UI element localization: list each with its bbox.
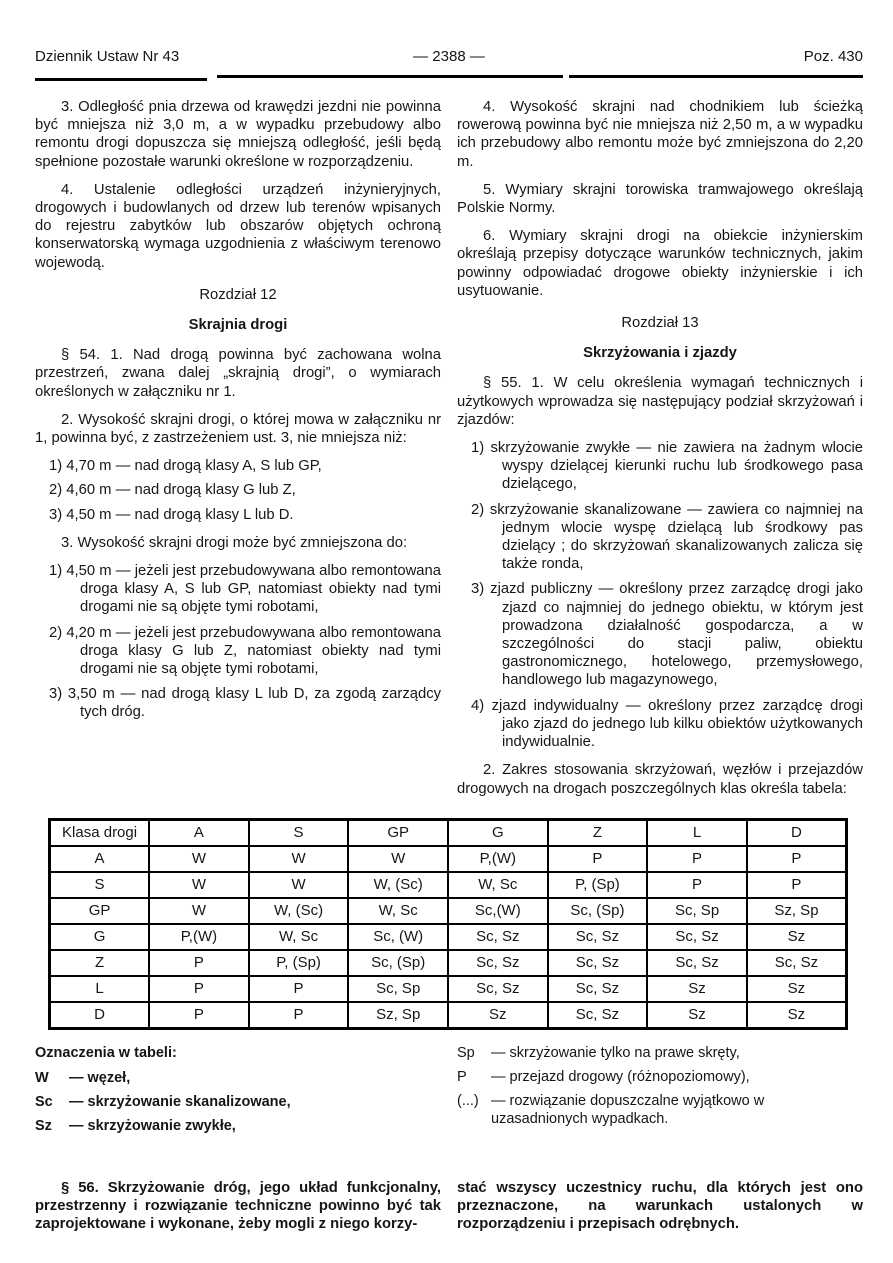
left-column: [35, 98, 441, 808]
table-cell: P: [149, 1002, 249, 1029]
paragraph-56-right-text: stać wszyscy uczestnicy ruchu, dla których jest ono przeznaczone, na warunkach ustalonych w rozporządzeniu i przepisach odrębnych.: [457, 1179, 863, 1233]
paragraph-56-left: [35, 1179, 441, 1234]
table-cell: W: [149, 846, 249, 872]
table-cell: Sc, (Sp): [548, 898, 648, 924]
table-cell: W, Sc: [348, 898, 448, 924]
table-header-cell: S: [249, 819, 349, 846]
row-class-label: G: [50, 924, 150, 950]
position-number: Poz. 430: [803, 48, 863, 65]
header-rule-segment: [35, 78, 207, 81]
table-header-cell: GP: [348, 819, 448, 846]
row-class-label: S: [50, 872, 150, 898]
table-cell: Sz, Sp: [747, 898, 847, 924]
list-item: 1) 4,50 m — jeżeli jest przebudowywana albo remontowana droga klasy A, S lub GP, natomiast obiekty nad tymi drogami nie są objęte tymi robotami,: [49, 563, 441, 616]
table-cell: Sz: [747, 976, 847, 1002]
paragraph-54-3: 3. Wysokość skrajni drogi może być zmniejszona do:: [61, 534, 408, 551]
table-cell: P: [647, 872, 747, 898]
list-item: 2) skrzyżowanie skanalizowane — zawiera co najmniej na jednym wlocie wyspę dzielącą lub środkowy pas dzielący ; do skrzyżowań skanalizowanych zalicza się także ronda,: [471, 501, 863, 573]
table-cell: P: [548, 846, 648, 872]
list-item: 4) zjazd indywidualny — określony przez zarządcę drogi jako zjazd do jednego lub kilku obiektów użytkowanych indywidualnie.: [471, 697, 863, 751]
legend-item: [35, 1117, 441, 1135]
legend-symbol: (...): [457, 1092, 479, 1109]
body-columns: [35, 98, 863, 808]
table-cell: W: [149, 898, 249, 924]
table-cell: Sc, Sz: [448, 924, 548, 950]
table-cell: W: [348, 846, 448, 872]
table-cell: P: [747, 846, 847, 872]
table-cell: W: [149, 872, 249, 898]
row-class-label: A: [50, 846, 150, 872]
legend-symbol: W: [35, 1069, 49, 1086]
table-cell: P: [647, 846, 747, 872]
table-cell: Sc, Sz: [448, 950, 548, 976]
table-cell: Sz: [747, 924, 847, 950]
paragraph-56-right: [457, 1179, 863, 1234]
table-cell: Sz: [647, 1002, 747, 1029]
table-cell: Sc,(W): [448, 898, 548, 924]
table-row: [50, 950, 847, 976]
table-cell: P, (Sp): [249, 950, 349, 976]
table-cell: Sc, Sz: [647, 950, 747, 976]
table-row: [50, 924, 847, 950]
list-item: 2) 4,60 m — nad drogą klasy G lub Z,: [49, 482, 296, 499]
table-cell: Sc, Sz: [747, 950, 847, 976]
table-cell: Sz: [647, 976, 747, 1002]
header-rule-segment: [217, 75, 563, 78]
table-row: [50, 1002, 847, 1029]
table-cell: P: [149, 950, 249, 976]
table-row: [50, 898, 847, 924]
legend-left-column: [35, 1044, 441, 1141]
legend-description: — węzeł,: [69, 1069, 131, 1086]
list-54-2: [35, 457, 441, 524]
right-column: [457, 98, 863, 808]
row-class-label: D: [50, 1002, 150, 1029]
table-cell: P: [149, 976, 249, 1002]
table-row: [50, 976, 847, 1002]
list-item: 3) 3,50 m — nad drogą klasy L lub D, za zgodą zarządcy tych dróg.: [49, 686, 441, 721]
table-cell: Sc, Sz: [448, 976, 548, 1002]
table-cell: P: [747, 872, 847, 898]
header-divider: [35, 74, 863, 82]
table-cell: Sz: [747, 1002, 847, 1029]
table-legend: [35, 1044, 863, 1141]
legend-title: Oznaczenia w tabeli:: [35, 1044, 177, 1061]
table-cell: P: [249, 976, 349, 1002]
table-cell: P, (Sp): [548, 872, 648, 898]
row-class-label: L: [50, 976, 150, 1002]
table-header-cell: Z: [548, 819, 648, 846]
legend-symbol: P: [457, 1068, 467, 1085]
table-cell: Sc, (Sp): [348, 950, 448, 976]
chapter-13-label: Rozdział 13: [621, 315, 699, 332]
paragraph-3: 3. Odległość pnia drzewa od krawędzi jezdni nie powinna być mniejsza niż 3,0 m, a w wypadku przebudowy albo remontu drogi dopuszcza się mniejszą odległość, jeśli będą spełnione pozostałe warunki określone w rozporządzeniu.: [35, 99, 441, 170]
paragraph-56: [35, 1179, 863, 1234]
table-header-cell: G: [448, 819, 548, 846]
table-cell: Sc, Sz: [548, 976, 648, 1002]
table-header-cell: L: [647, 819, 747, 846]
journal-title: Dziennik Ustaw Nr 43: [35, 48, 180, 65]
table-cell: Sc, Sz: [548, 924, 648, 950]
table-cell: Sz: [448, 1002, 548, 1029]
paragraph-55-1: § 55. 1. W celu określenia wymagań technicznych i użytkowych wprowadza się następujący podział skrzyżowań i zjazdów:: [457, 375, 863, 428]
table-header-cell: D: [747, 819, 847, 846]
table-cell: W: [249, 872, 349, 898]
legend-symbol: Sp: [457, 1044, 475, 1061]
legend-item: [457, 1092, 863, 1128]
table-cell: W, (Sc): [348, 872, 448, 898]
chapter-12-label: Rozdział 12: [199, 286, 277, 303]
legend-description: — skrzyżowanie tylko na prawe skręty,: [491, 1044, 740, 1061]
list-item: 2) 4,20 m — jeżeli jest przebudowywana albo remontowana droga klasy G lub Z, natomiast obiekty nad tymi drogami nie są objęte tymi robotami,: [49, 624, 441, 678]
list-55-1: [457, 439, 863, 751]
chapter-12-title: Skrajnia drogi: [188, 317, 288, 334]
table-cell: Sc, Sz: [548, 1002, 648, 1029]
legend-symbol: Sz: [35, 1117, 52, 1134]
paragraph-5-skrajnia: 5. Wymiary skrajni torowiska tramwajowego określają Polskie Normy.: [457, 181, 863, 217]
table-cell: W: [249, 846, 349, 872]
table-cell: W, Sc: [448, 872, 548, 898]
table-cell: Sc, Sz: [548, 950, 648, 976]
legend-symbol: Sc: [35, 1093, 53, 1110]
legend-description: — przejazd drogowy (różnopoziomowy),: [491, 1068, 750, 1085]
table-header-row: [50, 819, 847, 846]
table-cell: Sc, Sz: [647, 924, 747, 950]
paragraph-4: 4. Ustalenie odległości urządzeń inżynieryjnych, drogowych i budowlanych od drzew lub terenów wpisanych do rejestru zabytków lub obszarów objętych ochroną konserwatorską wymaga uzgodnienia z właściwym terenowo wojewodą.: [35, 181, 441, 271]
table-row: [50, 872, 847, 898]
paragraph-4-skrajnia: 4. Wysokość skrajni nad chodnikiem lub ścieżką rowerową powinna być nie mniejsza niż 2,50 m, a w wypadku ich przebudowy albo remontu może być zmniejszona do 2,20 m.: [457, 99, 863, 170]
legend-item: [457, 1044, 863, 1062]
paragraph-6-skrajnia: 6. Wymiary skrajni drogi na obiekcie inżynierskim określają przepisy dotyczące warunków technicznych, jakim powinny odpowiadać drogowe obiekty inżynierskie i ich usytuowanie.: [457, 228, 863, 299]
table-cell: Sc, Sp: [348, 976, 448, 1002]
paragraph-56-left-text: § 56. Skrzyżowanie dróg, jego układ funkcjonalny, przestrzenny i rozwiązanie techniczne powinno być tak zaprojektowane i wykonane, żeby mogli z niego korzy-: [35, 1179, 441, 1233]
row-class-label: GP: [50, 898, 150, 924]
legend-item: [457, 1068, 863, 1086]
legend-right-column: [457, 1044, 863, 1141]
paragraph-54-2: 2. Wysokość skrajni drogi, o której mowa w załączniku nr 1, powinna być, z zastrzeżeniem ust. 3, nie mniejsza niż:: [35, 411, 441, 447]
chapter-13-title: Skrzyżowania i zjazdy: [583, 345, 737, 362]
legend-item: [35, 1093, 441, 1111]
list-item: 1) skrzyżowanie zwykłe — nie zawiera na żadnym wlocie wyspy dzielącej kierunki ruchu lub środkowego pasa dzielącego,: [471, 440, 863, 493]
classes-table: [48, 818, 848, 1030]
table-header-cell: A: [149, 819, 249, 846]
list-54-3: [35, 562, 441, 722]
paragraph-54-1: § 54. 1. Nad drogą powinna być zachowana wolna przestrzeń, zwana dalej „skrajnią drogi”, o wymiarach określonych w załączniku nr 1.: [35, 347, 441, 400]
page-number: — 2388 —: [413, 48, 485, 65]
table-cell: W, (Sc): [249, 898, 349, 924]
table-cell: P: [249, 1002, 349, 1029]
legend-item: [35, 1069, 441, 1087]
table-cell: P,(W): [448, 846, 548, 872]
table-cell: W, Sc: [249, 924, 349, 950]
row-class-label: Z: [50, 950, 150, 976]
legend-description: — rozwiązanie dopuszczalne wyjątkowo w uzasadnionych wypadkach.: [491, 1092, 765, 1127]
list-item: 3) zjazd publiczny — określony przez zarządcę drogi jako zjazd co najmniej do jednego obiektu, w którym jest prowadzona działalność gospodarcza, a w szczególności do stacji paliw, obiektu gastronomicznego, hotelowego, przemysłowego, handlowego lub magazynowego,: [471, 581, 863, 689]
legend-description: — skrzyżowanie zwykłe,: [69, 1117, 236, 1134]
legend-description: — skrzyżowanie skanalizowane,: [69, 1093, 291, 1110]
table-cell: Sc, Sp: [647, 898, 747, 924]
page-header: [35, 48, 863, 72]
table-cell: P,(W): [149, 924, 249, 950]
table-cell: Sc, (W): [348, 924, 448, 950]
paragraph-55-2: 2. Zakres stosowania skrzyżowań, węzłów i przejazdów drogowych na drogach poszczególnych klas określa tabela:: [457, 762, 863, 797]
list-item: 3) 4,50 m — nad drogą klasy L lub D.: [49, 506, 294, 523]
classes-table-body: [50, 819, 847, 1028]
table-header-cell: Klasa drogi: [50, 819, 150, 846]
table-row: [50, 846, 847, 872]
table-cell: Sz, Sp: [348, 1002, 448, 1029]
list-item: 1) 4,70 m — nad drogą klasy A, S lub GP,: [49, 458, 322, 475]
header-rule-segment: [569, 75, 863, 78]
